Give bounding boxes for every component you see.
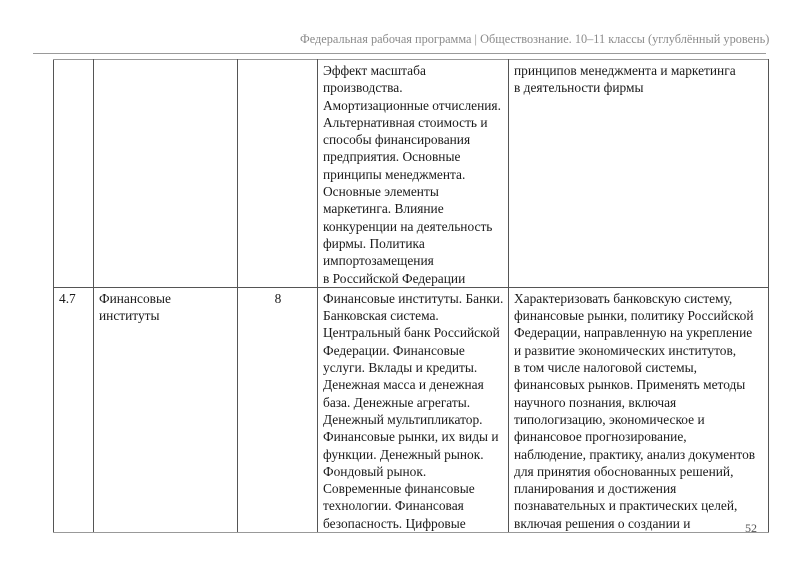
- activities-line: научного познания, включая: [514, 394, 677, 410]
- content-line: Финансовые рынки, их виды и: [323, 429, 499, 445]
- activities-line: для принятия обоснованных решений,: [514, 463, 734, 479]
- content-line: импортозамещения: [323, 253, 434, 269]
- content-line: в Российской Федерации: [323, 270, 466, 286]
- content-line: Современные финансовые: [323, 481, 475, 497]
- content-line: производства.: [323, 80, 403, 96]
- cell-content: [318, 287, 509, 532]
- content-line: Финансовые институты. Банки.: [323, 290, 504, 306]
- activities-line: Федерации, направленную на укрепление: [514, 325, 753, 341]
- table-row: [54, 60, 769, 288]
- activities-line: наблюдение, практику, анализ документов: [514, 446, 756, 462]
- cell-activities: [509, 60, 769, 288]
- content-line: функции. Денежный рынок.: [323, 446, 484, 462]
- activities-line: Характеризовать банковскую систему,: [514, 290, 733, 306]
- content-line: Альтернативная стоимость и: [323, 114, 488, 130]
- activities-line: принципов менеджмента и маркетинга: [514, 63, 736, 78]
- content-line: технологии. Финансовая: [323, 498, 464, 514]
- content-line: Банковская система.: [323, 308, 439, 324]
- content-line: предприятия. Основные: [323, 149, 461, 165]
- content-line: маркетинга. Влияние: [323, 201, 444, 217]
- cell-activities: [509, 287, 769, 532]
- cell-content: [318, 60, 509, 288]
- cell-number: 4.7: [54, 287, 94, 532]
- content-line: принципы менеджмента.: [323, 166, 466, 182]
- content-line: Эффект масштаба: [323, 63, 426, 78]
- content-line: Основные элементы: [323, 184, 439, 200]
- activities-line: включая решения о создании и: [514, 515, 691, 531]
- activities-line: финансовое прогнозирование,: [514, 429, 687, 445]
- activities-line: познавательных и практических целей,: [514, 498, 738, 514]
- topic-line: институты: [99, 308, 160, 324]
- cell-topic: [94, 60, 238, 288]
- content-line: Денежный мультипликатор.: [323, 411, 483, 427]
- header-divider: [33, 53, 766, 54]
- content-line: Денежная масса и денежная: [323, 377, 484, 393]
- content-line: Фондовый рынок.: [323, 463, 427, 479]
- content-line: способы финансирования: [323, 132, 471, 148]
- cell-topic: [94, 287, 238, 532]
- running-header: Федеральная рабочая программа | Обществознание. 10–11 классы (углублённый уровень): [300, 32, 770, 46]
- activities-line: в деятельности фирмы: [514, 80, 644, 96]
- content-line: Центральный банк Российской: [323, 325, 500, 341]
- content-line: безопасность. Цифровые: [323, 515, 466, 531]
- content-line: фирмы. Политика: [323, 235, 425, 251]
- content-line: конкуренции на деятельность: [323, 218, 493, 234]
- activities-line: в том числе налоговой системы,: [514, 360, 697, 376]
- activities-line: планирования и достижения: [514, 481, 677, 497]
- content-line: база. Денежные агрегаты.: [323, 394, 471, 410]
- cell-hours: 8: [238, 287, 318, 532]
- content-line: Амортизационные отчисления.: [323, 97, 501, 113]
- page-number: 52: [745, 521, 757, 535]
- activities-line: финансовые рынки, политику Российской: [514, 308, 754, 324]
- activities-line: финансовых рынков. Применять методы: [514, 377, 746, 393]
- content-line: услуги. Вклады и кредиты.: [323, 360, 478, 376]
- cell-number: [54, 60, 94, 288]
- content-line: Федерации. Финансовые: [323, 342, 465, 358]
- topic-line: Финансовые: [99, 290, 171, 306]
- activities-line: и развитие экономических институтов,: [514, 342, 737, 358]
- table-row: [54, 287, 769, 532]
- curriculum-table: [53, 59, 769, 533]
- cell-hours: [238, 60, 318, 288]
- activities-line: типологизацию, экономическое и: [514, 411, 705, 427]
